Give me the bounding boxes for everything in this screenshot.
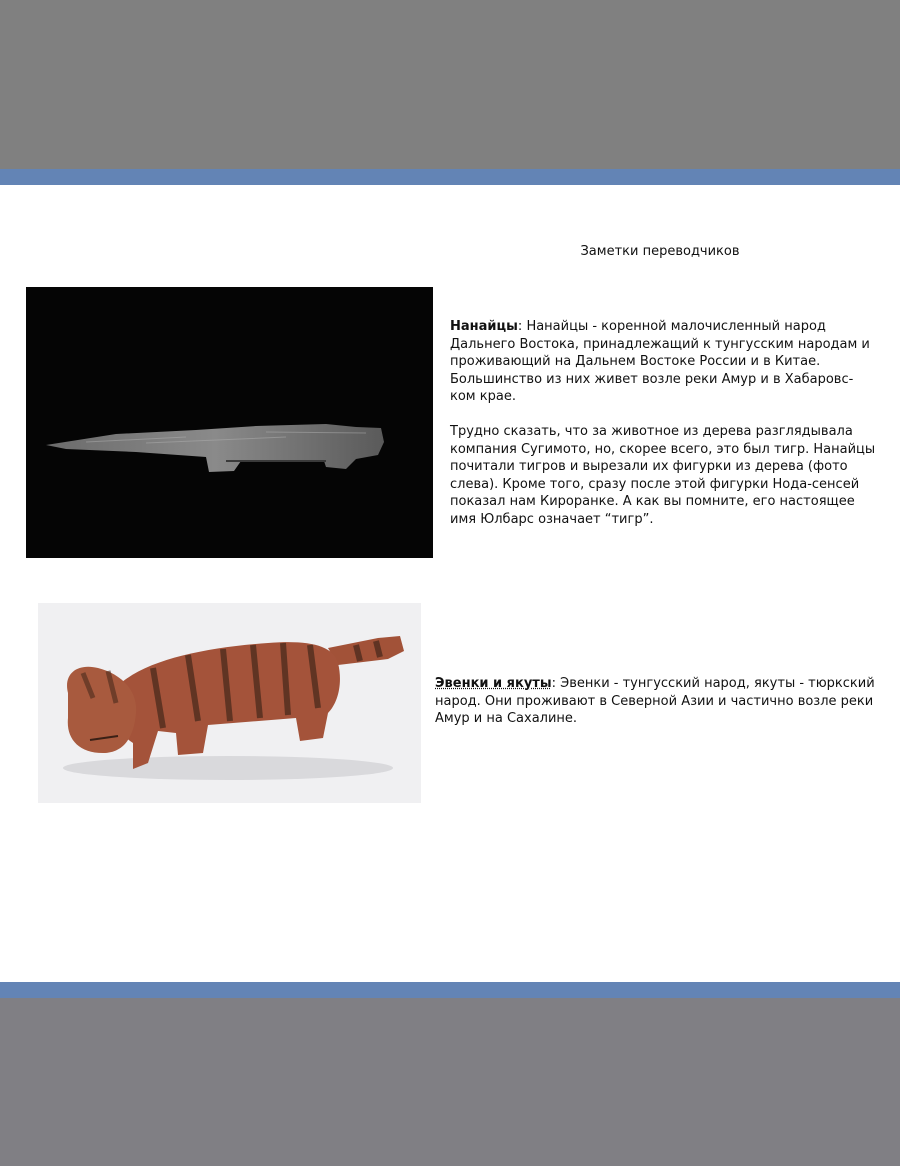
note-term-separator: :: [551, 676, 556, 691]
note-text-nanai: Нанайцы - коренной малочисленный народ Дальнего Востока, принадлежащий к тунгусским народам и проживающий на Дальнем Востоке России и в Китае. Большинство из них живет возле реки Амур и в Хабаровс-ком крае.: [450, 319, 870, 405]
note-term-evenki-yakuts: Эвенки и якуты: [435, 676, 552, 691]
note-text-evenki-yakuts: Эвенки - тунгусский народ, якуты - тюркский народ. Они проживают в Северной Азии и частично возле реки Амур и на Сахалине.: [435, 676, 875, 727]
wooden-figure-dark-photo: [26, 287, 433, 558]
top-blue-band: [0, 169, 900, 185]
note-nanai: [450, 318, 870, 406]
note-tiger-figure: [450, 423, 880, 529]
wooden-tiger-photo: [38, 603, 421, 803]
note-text-tiger-figure: Трудно сказать, что за животное из дерева разглядывала компания Сугимото, но, скорее всего, это был тигр. Нанайцы почитали тигров и вырезали их фигурки из дерева (фото слева). Кроме того, сразу после этой фигурки Нода-сенсей показал нам Кироранке. А как вы помните, его настоящее имя Юлбарс означает “тигр”.: [450, 424, 876, 527]
note-term-separator: :: [517, 319, 523, 334]
bottom-blue-band: [0, 982, 900, 998]
note-term-nanai: Нанайцы: [450, 319, 518, 334]
page-title: Заметки переводчиков: [580, 244, 740, 259]
bottom-gray-area: [0, 998, 900, 1166]
note-evenki-yakuts: [435, 675, 885, 728]
top-gray-area: [0, 0, 900, 169]
